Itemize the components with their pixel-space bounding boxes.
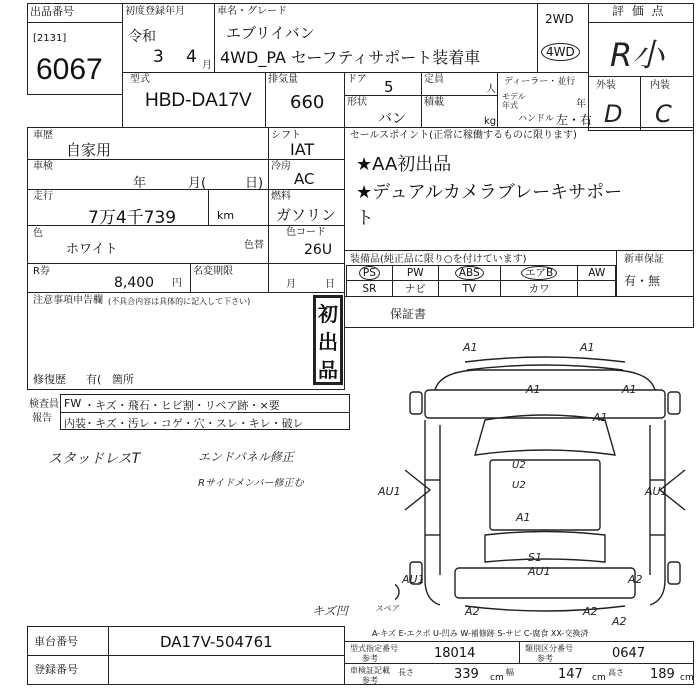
insp-month: 月( (188, 176, 207, 191)
height-value: 189 (650, 667, 675, 682)
notice-label: 注意事項申告欄 (33, 295, 103, 306)
selling-line-2: ★デュアルカメラブレーキサポー (356, 182, 623, 203)
equip-aw: AW (578, 266, 616, 281)
era: 令和 (128, 29, 156, 45)
handle-label: ハンドル (518, 114, 555, 124)
mark-5: AU1 (378, 485, 401, 498)
mileage: 7万4千739 (88, 208, 177, 228)
handle-value: 左・右 (556, 113, 593, 127)
mark-10: S1 (528, 551, 542, 564)
shape: バン (378, 111, 406, 127)
model-label: 型式 (130, 74, 150, 85)
width-value: 147 (558, 667, 583, 682)
insp-day: 日) (245, 176, 264, 191)
rating-label: 評 価 点 (612, 4, 666, 18)
inspection-label: 車検 (33, 161, 53, 172)
equip-navi: ナビ (392, 281, 438, 297)
shift-line-2 (268, 189, 345, 190)
mark-14: A2 (465, 605, 480, 618)
recycle-label: R券 (33, 266, 50, 277)
rating-mid (640, 76, 641, 131)
recycle-unit: 円 (172, 278, 182, 289)
length-label: 長さ (398, 668, 414, 677)
equip-sr: SR (347, 281, 393, 297)
equip-leather: カワ (500, 281, 578, 297)
equip-ps: PS (347, 266, 393, 281)
shape-label: 形状 (347, 97, 367, 108)
mark-4: A1 (622, 383, 637, 396)
lot-code: [2131] (33, 33, 67, 44)
mark-7: U2 (512, 460, 526, 471)
car-name: エブリイバン (226, 24, 315, 42)
capacity-label: 定員 (424, 74, 444, 85)
repair-value: 有( (86, 373, 102, 386)
color-code-label: 色コード (286, 227, 326, 238)
shift-value: IAT (290, 140, 315, 159)
inspector-row2: ・キズ・汚レ・コゲ・穴・スレ・キレ・破レ (84, 417, 304, 430)
diagram-legend: A-キズ E-エクボ U-凹み W-補修跡 S-サビ C-腐食 XX-交換済 (372, 629, 589, 638)
mark-8: U2 (512, 480, 526, 491)
spec-sep-1 (519, 641, 520, 663)
aircon-value: AC (294, 170, 315, 188)
namechange-month: 月 (286, 279, 296, 290)
load-unit: kg (484, 116, 497, 127)
inspector-label: 検査員 (29, 399, 59, 410)
mark-3: A1 (526, 383, 541, 396)
mark-16: A2 (612, 615, 627, 628)
dim-sub: 参考 (362, 676, 378, 685)
disp-label: 排気量 (268, 74, 298, 85)
namechange-day: 日 (325, 279, 335, 290)
selling-line-1: ★AA初出品 (356, 154, 452, 175)
color-change-label: 色替 (244, 240, 264, 251)
org-value: 18014 (434, 646, 476, 661)
width-label: 幅 (506, 668, 514, 677)
exterior-value: D (604, 100, 623, 128)
model-year-label: モデル年式 (502, 92, 526, 110)
height-label: 高さ (608, 668, 624, 677)
model: HBD-DA17V (145, 90, 252, 111)
drive-4wd: 4WD (541, 43, 580, 61)
equipment-grid (346, 265, 616, 297)
interior-value: C (655, 100, 672, 128)
color-code: 26U (304, 242, 333, 258)
mark-15: A2 (583, 605, 598, 618)
equip-tv: TV (438, 281, 500, 297)
spec-footer-mid (344, 663, 694, 664)
hand-note-1: スタッドレスT (48, 451, 141, 467)
equip-pw: PW (392, 266, 438, 281)
repair-unit: 箇所 (112, 373, 134, 386)
first-listing-1: 初 (318, 302, 338, 326)
car-name-label: 車名・グレード (217, 6, 287, 17)
mark-1: A1 (463, 341, 478, 354)
fuel-value: ガソリン (276, 206, 337, 224)
dim-label: 車検証記載 (350, 666, 390, 675)
inspector-row2-head: 内装 (64, 417, 86, 430)
exterior-label: 外装 (596, 80, 616, 91)
inspector-row1: ・キズ・飛石・ヒビ割・リペア跡・×要 (84, 399, 280, 412)
grade: 4WD_PA セーフティサポート装着車 (220, 48, 481, 67)
lot-number: 6067 (36, 53, 103, 86)
fuel-label: 燃料 (271, 191, 291, 202)
rating-divider (588, 22, 694, 23)
lot-divider (27, 22, 123, 23)
selling-line-3: ト (356, 208, 374, 229)
equip-line (344, 296, 694, 297)
door-label: ドア (347, 74, 367, 85)
height-cm: cm (680, 673, 694, 683)
selling-label: セールスポイント(正常に稼働するものに限ります) (350, 130, 577, 141)
recycle-value: 8,400 (114, 275, 155, 291)
mark-17: A1 (593, 411, 608, 424)
drive-2wd: 2WD (545, 12, 574, 26)
hand-note-4: キズ凹 (312, 604, 348, 618)
first-reg-label: 初度登録年月 (125, 6, 185, 17)
rating-divider-2 (588, 76, 694, 77)
spare-label: スペア (375, 604, 399, 613)
mileage-unit: km (217, 209, 235, 222)
interior-label: 内装 (650, 80, 670, 91)
width-cm: cm (592, 673, 606, 683)
mark-13: A2 (628, 573, 643, 586)
new-car-label: 新車保証 (624, 254, 664, 265)
reg-month: 4 (186, 47, 197, 67)
model-year-unit: 年 (576, 99, 586, 110)
first-listing-3: 品 (318, 358, 338, 382)
hist-line-1 (27, 159, 269, 160)
hist-line-2 (27, 189, 269, 190)
mark-12: AU1 (402, 573, 425, 586)
insp-year: 年 (133, 176, 147, 191)
color-label: 色 (33, 228, 43, 239)
length-value: 339 (454, 667, 479, 682)
color-value: ホワイト (66, 242, 118, 257)
reg-num-sep (108, 655, 109, 685)
equip-empty (578, 281, 616, 297)
namechange-label: 名変期限 (193, 266, 233, 277)
chassis-sep (108, 626, 109, 656)
mileage-label: 走行 (33, 191, 53, 202)
mark-9: A1 (516, 511, 531, 524)
car-diagram (395, 330, 695, 630)
rating-value: R小 (610, 36, 665, 74)
new-car-value: 有・無 (624, 274, 661, 288)
capacity-unit: 人 (486, 84, 496, 95)
inspector-row1-head: FW (64, 397, 82, 410)
warranty-label: 保証書 (390, 307, 427, 321)
newcar-sep (616, 250, 617, 296)
org-sub: 参考 (362, 654, 378, 663)
chassis-value: DA17V-504761 (160, 633, 273, 651)
mileage-sep (208, 189, 209, 225)
reg-month-unit: 月 (202, 60, 212, 71)
doors: 5 (384, 78, 394, 96)
equip-abs: ABS (438, 266, 500, 281)
notice-sub: (不具合内容は具体的に記入して下さい) (108, 297, 251, 306)
chassis-label: 車台番号 (34, 635, 78, 648)
aircon-label: 冷房 (271, 161, 291, 172)
first-listing-2: 出 (318, 330, 338, 354)
shift-line-3 (268, 225, 345, 226)
displacement: 660 (290, 92, 325, 113)
cat-sub: 参考 (537, 654, 553, 663)
dealer-label: ディーラー・並行 (504, 77, 576, 87)
equipment-label: 装備品(純正品に限り○を付けています) (350, 254, 527, 265)
length-cm: cm (490, 673, 504, 683)
equip-airbag: エアB (500, 266, 578, 281)
reg-num-label: 登録番号 (34, 663, 78, 676)
cat-value: 0647 (612, 646, 646, 661)
shift-line-1 (268, 159, 345, 160)
lot-label: 出品番号 (30, 5, 74, 18)
inspector-sub: 報告 (32, 413, 52, 424)
hand-note-2: エンドパネル修正 (198, 450, 294, 464)
reg-year: 3 (153, 47, 164, 67)
mark-6: AU1 (645, 485, 668, 498)
cat-label: 類別区分番号 (525, 644, 573, 653)
shift-label: シフト (271, 130, 301, 141)
history-value: 自家用 (66, 141, 112, 159)
hand-note-3: Rサイドメンバー修正む (198, 478, 304, 489)
mark-2: A1 (580, 341, 595, 354)
load-label: 積載 (424, 97, 444, 108)
history-label: 車歴 (33, 130, 53, 141)
mark-11: AU1 (528, 565, 551, 578)
repair-label: 修復歴 (33, 373, 66, 386)
org-label: 型式指定番号 (350, 644, 398, 653)
